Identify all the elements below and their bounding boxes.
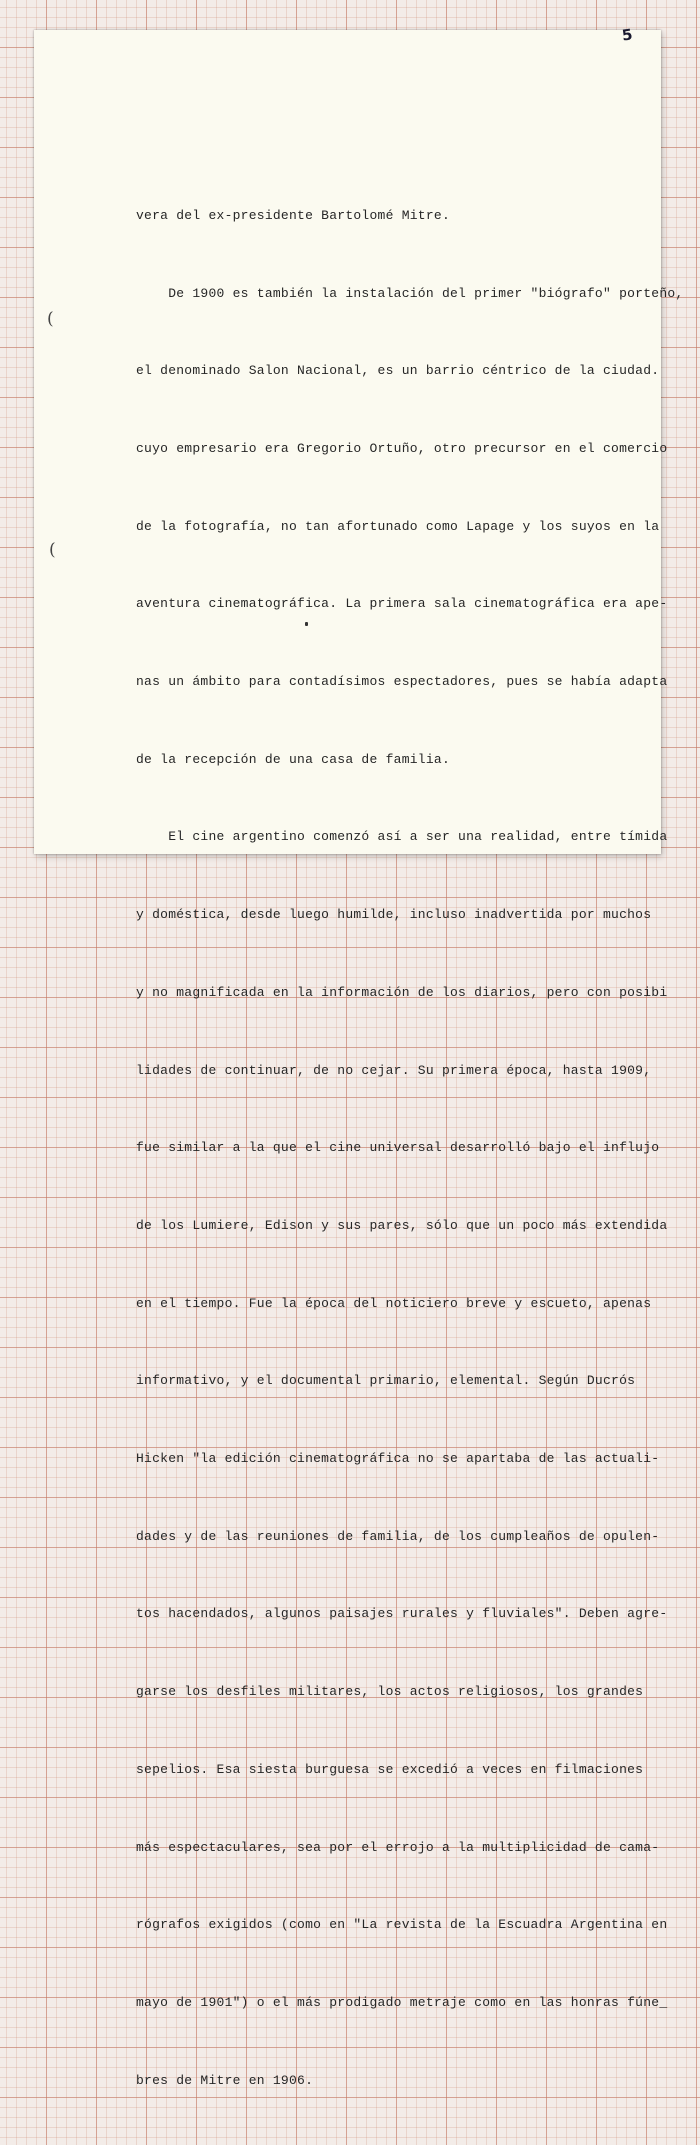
text-line: vera del ex-presidente Bartolomé Mitre.: [136, 207, 450, 223]
typewritten-body: [136, 151, 684, 2145]
text-line: tos hacendados, algunos paisajes rurales y fluviales". Deben agre-: [136, 1606, 668, 1622]
margin-mark: (: [47, 309, 54, 329]
text-line: garse los desfiles militares, los actos religiosos, los grandes: [136, 1684, 644, 1700]
text-line: y doméstica, desde luego humilde, incluso inadvertida por muchos: [136, 907, 652, 923]
text-line: de la fotografía, no tan afortunado como Lapage y los suyos en la: [136, 518, 660, 534]
text-line: en el tiempo. Fue la época del noticiero breve y escueto, apenas: [136, 1295, 652, 1311]
text-line: de la recepción de una casa de familia.: [136, 751, 450, 767]
document-page: [34, 25, 684, 2088]
text-line: sepelios. Esa siesta burguesa se excedió a veces en filmaciones: [136, 1761, 644, 1777]
text-line: nas un ámbito para contadísimos espectadores, pues se había adapta: [136, 674, 668, 690]
text-line: más espectaculares, sea por el errojo a la multiplicidad de cama-: [136, 1839, 660, 1855]
text-line: fue similar a la que el cine universal desarrolló bajo el influjo: [136, 1140, 660, 1156]
text-line: dades y de las reuniones de familia, de los cumpleaños de opulen-: [136, 1528, 660, 1544]
text-line: lidades de continuar, de no cejar. Su primera época, hasta 1909,: [136, 1062, 652, 1078]
text-line: informativo, y el documental primario, elemental. Según Ducrós: [136, 1373, 636, 1389]
text-line: aventura cinematográfica. La primera sala cinematográfica era ape-: [136, 596, 668, 612]
text-line: El cine argentino comenzó así a ser una realidad, entre tímida: [136, 829, 668, 845]
page-number: 5: [620, 25, 634, 45]
text-line: cuyo empresario era Gregorio Ortuño, otro precursor en el comercio: [136, 440, 668, 456]
text-line: rógrafos exigidos (como en "La revista de la Escuadra Argentina en: [136, 1917, 668, 1933]
text-line: mayo de 1901") o el más prodigado metraje como en las honras fúne_: [136, 1994, 668, 2010]
text-line: bres de Mitre en 1906.: [136, 2072, 314, 2088]
text-line: el denominado Salon Nacional, es un barrio céntrico de la ciudad.: [136, 363, 660, 379]
text-line: Hicken "la edición cinematográfica no se apartaba de las actuali-: [136, 1451, 660, 1467]
text-line: y no magnificada en la información de los diarios, pero con posibi: [136, 984, 668, 1000]
margin-mark: (: [49, 540, 56, 560]
text-line: de los Lumiere, Edison y sus pares, sólo que un poco más extendida: [136, 1217, 668, 1233]
text-line: De 1900 es también la instalación del primer "biógrafo" porteño,: [136, 285, 684, 301]
